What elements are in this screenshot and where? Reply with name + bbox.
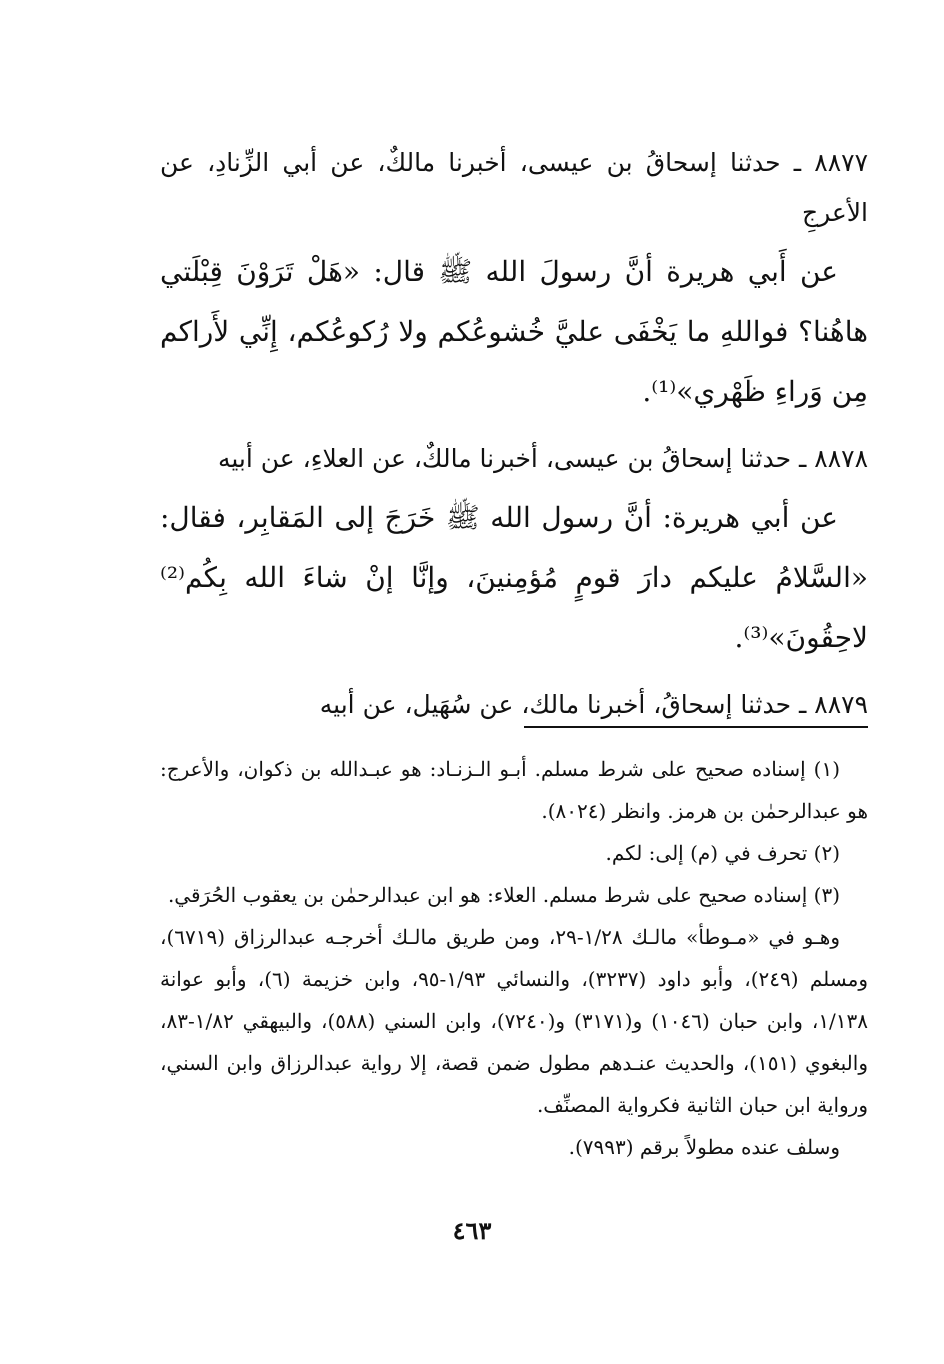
footnote-1: (١) إسناده صحيح على شرط مسلم. أبـو الـزنـاد: هو عبـدالله بن ذكوان، والأعرج: هو عبدالرحمٰن بن هرمز. وانظر (٨٠٢٤). xyxy=(160,757,868,823)
main-text xyxy=(160,138,868,730)
footnote-divider xyxy=(524,726,868,728)
footnote-3-sources: وهـو في «مـوطأ» مالـك ١/٢٨-٢٩، ومن طريق مالـك أخرجـه عبدالرزاق (٦٧١٩)، ومسلم (٢٤٩)، وأبو داود (٣٢٣٧)، والنسائي ١/٩٣-٩٥، وابن خزيمة (٦)، وأبو عوانة ١/١٣٨، وابن حبان (١٠٤٦) و(٣١٧١) و(٧٢٤٠)، وابن السني (٥٨٨)، والبيهقي ١/٨٢-٨٣، والبغوي (١٥١)، والحديث عنـدهم مطول ضمن قصة، إلا رواية عبدالرزاق وابن السني، ورواية ابن حبان الثانية فكرواية المصنِّف. xyxy=(160,925,869,1117)
footnote-3: (٣) إسناده صحيح على شرط مسلم. العلاء: هو ابن عبدالرحمٰن بن يعقوب الحُرَقي. xyxy=(167,883,840,907)
hadith-8879-isnad: ٨٨٧٩ ـ حدثنا إسحاقُ، أخبرنا مالك، عن سُهَيل، عن أبيه xyxy=(319,690,868,719)
hadith-8878-isnad: ٨٨٧٨ ـ حدثنا إسحاقُ بن عيسى، أخبرنا مالكٌ، عن العلاءِ، عن أبيه xyxy=(217,444,868,473)
hadith-8877-matn: عن أَبي هريرة أنَّ رسولَ الله ﷺ قال: «هَلْ تَرَوْنَ قِبْلَتي هاهُنا؟ فواللهِ ما يَخْفَى عليَّ خُشوعُكم ولا رُكوعُكم، إِنِّي لأَراكم مِن وَراءِ ظَهْري»⁽¹⁾. xyxy=(160,255,868,408)
hadith-8877-isnad: ٨٨٧٧ ـ حدثنا إسحاقُ بن عيسى، أخبرنا مالكٌ، عن أبي الزِّنادِ، عن الأعرجِ xyxy=(160,148,868,227)
footnote-2: (٢) تحرف في (م) إلى: لكم. xyxy=(605,841,840,865)
footnote-3-crossref: وسلف عنده مطولاً برقم (٧٩٩٣). xyxy=(568,1135,840,1159)
page-number: ٤٦٣ xyxy=(452,1216,492,1245)
footnotes xyxy=(160,748,868,1168)
hadith-8878-matn: عن أبي هريرة: أنَّ رسول الله ﷺ خَرَجَ إلى المَقابِر، فقال: «السَّلامُ عليكم دارَ قومٍ مُؤمِنينَ، وإنَّا إنْ شاءَ الله بِكُم⁽²⁾ لاحِقُونَ»⁽³⁾. xyxy=(160,501,868,654)
